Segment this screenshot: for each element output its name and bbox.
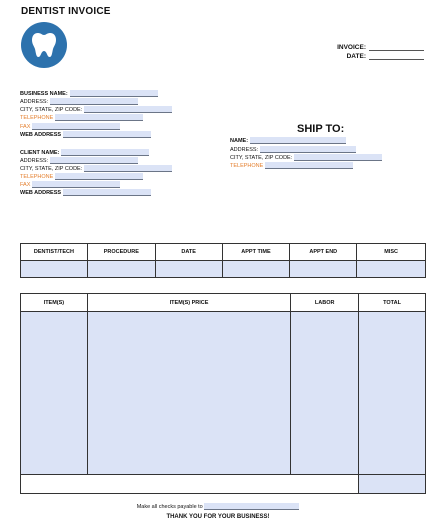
col-items: ITEM(S) [21, 294, 88, 312]
ship-name-field[interactable] [250, 137, 346, 144]
checks-payable-label: Make all checks payable to [136, 504, 203, 510]
ship-address-field[interactable] [260, 146, 356, 153]
ship-address-label: ADDRESS: [230, 146, 259, 153]
invoice-number-row [337, 44, 424, 51]
ship-to-heading: SHIP TO: [297, 123, 345, 135]
labor-cell[interactable] [291, 312, 359, 475]
items-table [20, 293, 426, 494]
business-telephone-row [20, 114, 143, 121]
col-appt-end: APPT END [290, 244, 357, 261]
col-misc: MISC [357, 244, 426, 261]
client-name-row [20, 149, 149, 156]
invoice-number-field[interactable] [369, 45, 424, 51]
tooth-icon [21, 22, 67, 68]
appointment-input-row [21, 261, 426, 278]
client-telephone-field[interactable] [55, 173, 143, 180]
thank-you-text: THANK YOU FOR YOUR BUSINESS! [166, 514, 270, 520]
invoice-date-label: DATE: [346, 53, 366, 60]
invoice-title: DENTIST INVOICE [21, 6, 111, 17]
business-name-row [20, 90, 158, 97]
checks-payable-row [0, 503, 436, 510]
business-city-field[interactable] [84, 106, 172, 113]
total-cell[interactable] [359, 312, 426, 475]
business-web-label: WEB ADDRESS [20, 131, 62, 138]
invoice-date-row [347, 53, 424, 60]
business-fax-field[interactable] [32, 123, 120, 130]
business-address-field[interactable] [50, 98, 138, 105]
client-fax-label: FAX [20, 181, 31, 188]
col-dentist-tech: DENTIST/TECH [21, 244, 88, 261]
ship-telephone-field[interactable] [265, 162, 353, 169]
col-appt-time: APPT TIME [222, 244, 290, 261]
ship-city-field[interactable] [294, 154, 382, 161]
business-fax-row [20, 123, 120, 130]
client-city-label: CITY, STATE, ZIP CODE: [20, 165, 83, 172]
footer-blank-cell [21, 475, 359, 494]
items-footer-row [21, 475, 426, 494]
ship-city-label: CITY, STATE, ZIP CODE: [230, 154, 293, 161]
ship-name-row [230, 137, 346, 144]
col-items-price: ITEM(S) PRICE [87, 294, 290, 312]
date-cell[interactable] [155, 261, 222, 278]
col-date: DATE [155, 244, 222, 261]
items-price-cell[interactable] [87, 312, 290, 475]
ship-city-row [230, 154, 382, 161]
appt-time-cell[interactable] [222, 261, 290, 278]
grand-total-cell[interactable] [359, 475, 426, 494]
business-name-field[interactable] [70, 90, 158, 97]
ship-telephone-row [230, 162, 353, 169]
client-name-label: CLIENT NAME: [20, 149, 60, 156]
client-address-label: ADDRESS: [20, 157, 49, 164]
appointment-header-row [21, 244, 426, 261]
client-address-row [20, 157, 138, 164]
ship-telephone-label: TELEPHONE [230, 162, 264, 169]
business-city-label: CITY, STATE, ZIP CODE: [20, 106, 83, 113]
dentist-tech-cell[interactable] [21, 261, 88, 278]
appt-end-cell[interactable] [290, 261, 357, 278]
client-city-row [20, 165, 172, 172]
business-name-label: BUSINESS NAME: [20, 90, 68, 97]
business-address-row [20, 98, 138, 105]
col-total: TOTAL [359, 294, 426, 312]
checks-payable-field[interactable] [204, 503, 299, 510]
client-web-label: WEB ADDRESS [20, 189, 62, 196]
business-address-label: ADDRESS: [20, 98, 49, 105]
invoice-number-label: INVOICE: [337, 44, 366, 51]
ship-address-row [230, 146, 356, 153]
business-telephone-label: TELEPHONE [20, 114, 54, 121]
client-fax-field[interactable] [32, 181, 120, 188]
business-web-field[interactable] [63, 131, 151, 138]
items-cell[interactable] [21, 312, 88, 475]
client-telephone-label: TELEPHONE [20, 173, 54, 180]
items-body-row [21, 312, 426, 475]
col-procedure: PROCEDURE [87, 244, 155, 261]
col-labor: LABOR [291, 294, 359, 312]
business-city-row [20, 106, 172, 113]
client-city-field[interactable] [84, 165, 172, 172]
client-web-row [20, 189, 151, 196]
business-fax-label: FAX [20, 123, 31, 130]
procedure-cell[interactable] [87, 261, 155, 278]
client-telephone-row [20, 173, 143, 180]
invoice-date-field[interactable] [369, 54, 424, 60]
appointment-table [20, 243, 426, 278]
client-web-field[interactable] [63, 189, 151, 196]
client-address-field[interactable] [50, 157, 138, 164]
client-name-field[interactable] [61, 149, 149, 156]
business-web-row [20, 131, 151, 138]
ship-name-label: NAME: [230, 137, 249, 144]
business-telephone-field[interactable] [55, 114, 143, 121]
misc-cell[interactable] [357, 261, 426, 278]
client-fax-row [20, 181, 120, 188]
items-header-row [21, 294, 426, 312]
